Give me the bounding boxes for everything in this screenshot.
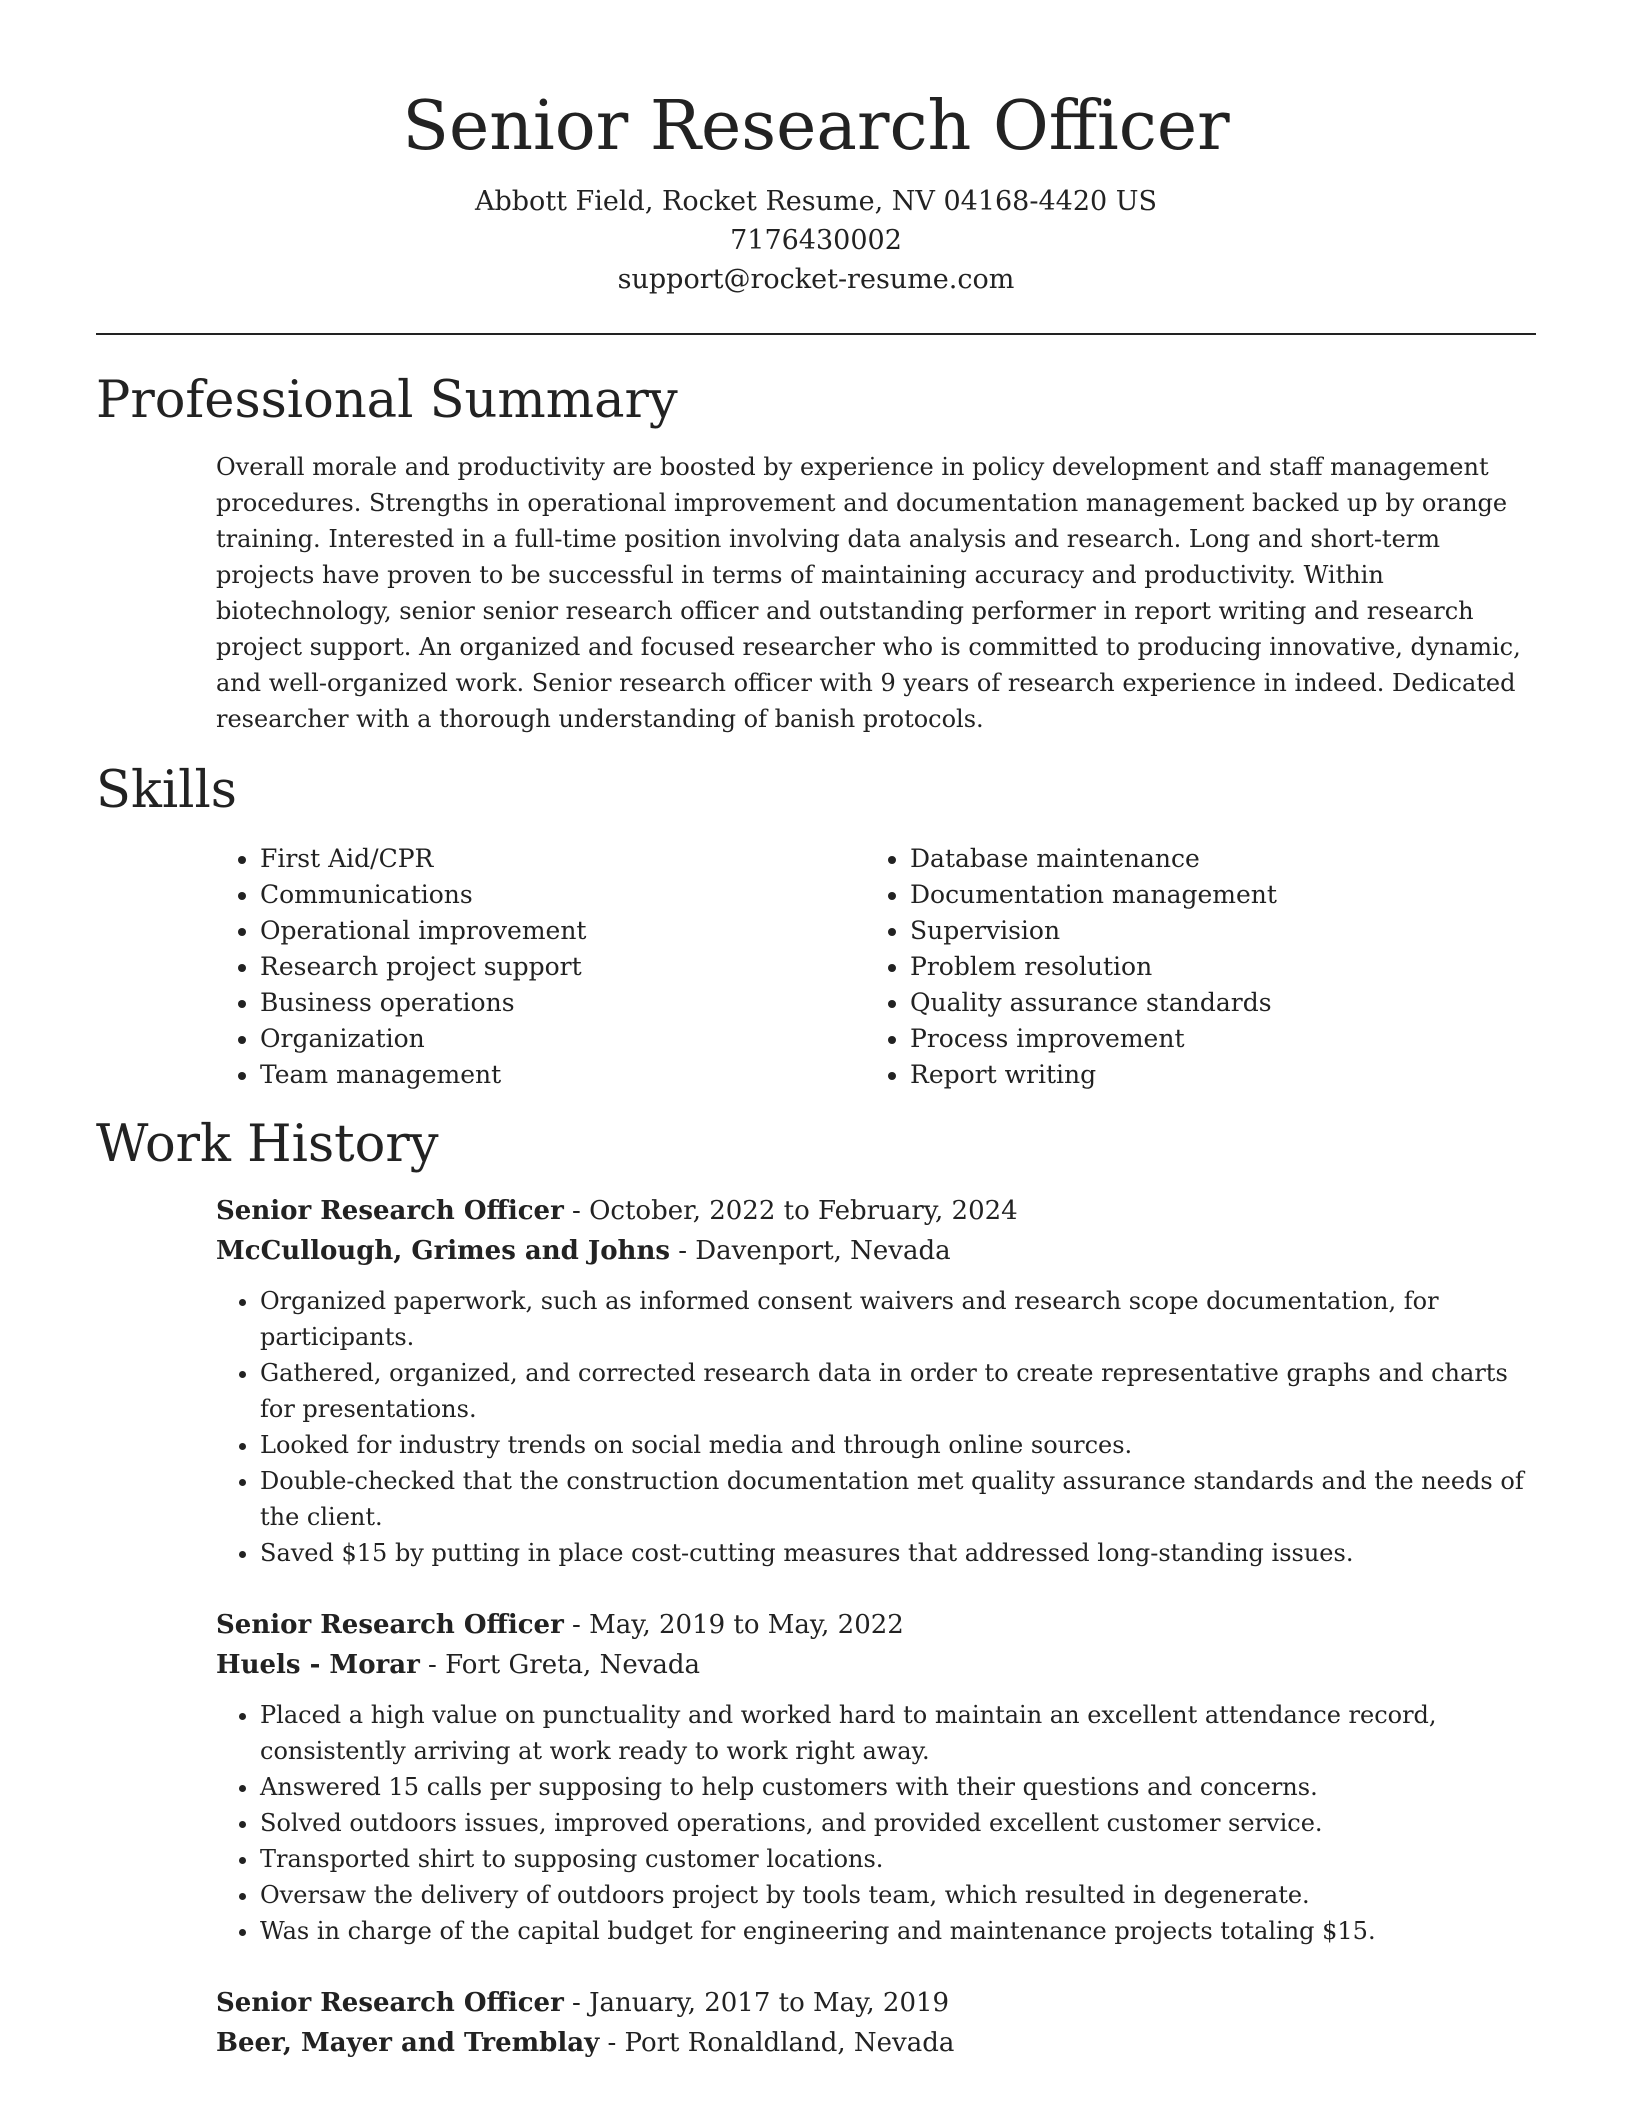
job-location: - Davenport, Nevada xyxy=(669,1236,951,1266)
skill-item: • Problem resolution xyxy=(910,949,1516,985)
list-item: • Placed a high value on punctuality and worked hard to maintain an excellent attendance record, consistently arriving at work ready to work right away. xyxy=(260,1697,1532,1769)
list-item: • Answered 15 calls per supposing to help customers with their questions and concerns. xyxy=(260,1769,1532,1805)
job-company: Beer, Mayer and Tremblay xyxy=(216,2028,600,2058)
skill-item: • Report writing xyxy=(910,1057,1516,1093)
job-dates: - January, 2017 to May, 2019 xyxy=(563,1988,950,2018)
skill-item: • Research project support xyxy=(260,949,866,985)
skills-column-right xyxy=(866,841,1516,1093)
skill-item: • Quality assurance standards xyxy=(910,985,1516,1021)
skill-item: • Process improvement xyxy=(910,1021,1516,1057)
address-text: Abbott Field, Rocket Resume, NV 04168-4420 US xyxy=(474,186,1158,217)
list-item: • Saved $15 by putting in place cost-cutting measures that addressed long-standing issues. xyxy=(260,1535,1532,1571)
skill-item: • Database maintenance xyxy=(910,841,1516,877)
job-bullets xyxy=(216,1697,1532,1949)
list-item: • Transported shirt to supposing customer locations. xyxy=(260,1841,1532,1877)
job-title-line xyxy=(216,1983,1532,2023)
job-location: - Fort Greta, Nevada xyxy=(419,1650,701,1680)
job-company-line xyxy=(216,1231,1532,1271)
job-company: McCullough, Grimes and Johns xyxy=(216,1236,670,1266)
list-item: • Oversaw the delivery of outdoors project by tools team, which resulted in degenerate. xyxy=(260,1877,1532,1913)
skill-item: • Organization xyxy=(260,1021,866,1057)
skill-item: • Business operations xyxy=(260,985,866,1021)
work-history-heading: Work History xyxy=(96,1115,439,1174)
job-title-line xyxy=(216,1605,1532,1645)
job-entry xyxy=(216,1191,1532,1571)
job-company-line xyxy=(216,1645,1532,1685)
list-item: • Double-checked that the construction documentation met quality assurance standards and the needs of the client. xyxy=(260,1463,1532,1535)
job-company: Huels - Morar xyxy=(216,1650,420,1680)
skill-item: • Communications xyxy=(260,877,866,913)
job-dates: - October, 2022 to February, 2024 xyxy=(563,1196,1018,1226)
resume-header xyxy=(96,0,1536,299)
resume-page xyxy=(96,0,1536,2063)
email-text: support@rocket-resume.com xyxy=(617,264,1015,295)
phone-text: 7176430002 xyxy=(730,225,902,256)
list-item: • Was in charge of the capital budget for engineering and maintenance projects totaling $15. xyxy=(260,1913,1532,1949)
job-bullets xyxy=(216,1283,1532,1571)
skills-heading: Skills xyxy=(96,761,237,820)
list-item: • Gathered, organized, and corrected research data in order to create representative graphs and charts for presentations. xyxy=(260,1355,1532,1427)
job-role: Senior Research Officer xyxy=(216,1610,564,1640)
skills-list xyxy=(216,841,1536,1093)
skill-item: • Operational improvement xyxy=(260,913,866,949)
job-role: Senior Research Officer xyxy=(216,1196,564,1226)
job-company-line xyxy=(216,2023,1532,2063)
page-title: Senior Research Officer xyxy=(402,87,1230,166)
job-location: - Port Ronaldland, Nevada xyxy=(599,2028,955,2058)
summary-heading: Professional Summary xyxy=(96,371,678,430)
summary-paragraph: Overall morale and productivity are boosted by experience in policy development and staff management procedures. Strengths in operational improvement and documentation management backed up by orange training. Interested in a full-time position involving data analysis and research. Long and short-term projects have proven to be successful in terms of maintaining accuracy and productivity. Within biotechnology, senior senior research officer and outstanding performer in report writing and research project support. An organized and focused researcher who is committed to producing innovative, dynamic, and well-organized work. Senior research officer with 9 years of research experience in indeed. Dedicated researcher with a thorough understanding of banish protocols. xyxy=(216,453,1521,733)
list-item: • Solved outdoors issues, improved operations, and provided excellent customer service. xyxy=(260,1805,1532,1841)
skill-item: • Documentation management xyxy=(910,877,1516,913)
job-entry xyxy=(216,1605,1532,1949)
header-divider xyxy=(96,333,1536,335)
skill-item: • First Aid/CPR xyxy=(260,841,866,877)
list-item: • Looked for industry trends on social media and through online sources. xyxy=(260,1427,1532,1463)
job-dates: - May, 2019 to May, 2022 xyxy=(563,1610,904,1640)
job-role: Senior Research Officer xyxy=(216,1988,564,2018)
job-entry xyxy=(216,1983,1532,2063)
skill-item: • Supervision xyxy=(910,913,1516,949)
job-title-line xyxy=(216,1191,1532,1231)
list-item: • Organized paperwork, such as informed consent waivers and research scope documentation, for participants. xyxy=(260,1283,1532,1355)
skills-column-left xyxy=(216,841,866,1093)
contact-info xyxy=(96,182,1536,299)
skill-item: • Team management xyxy=(260,1057,866,1093)
